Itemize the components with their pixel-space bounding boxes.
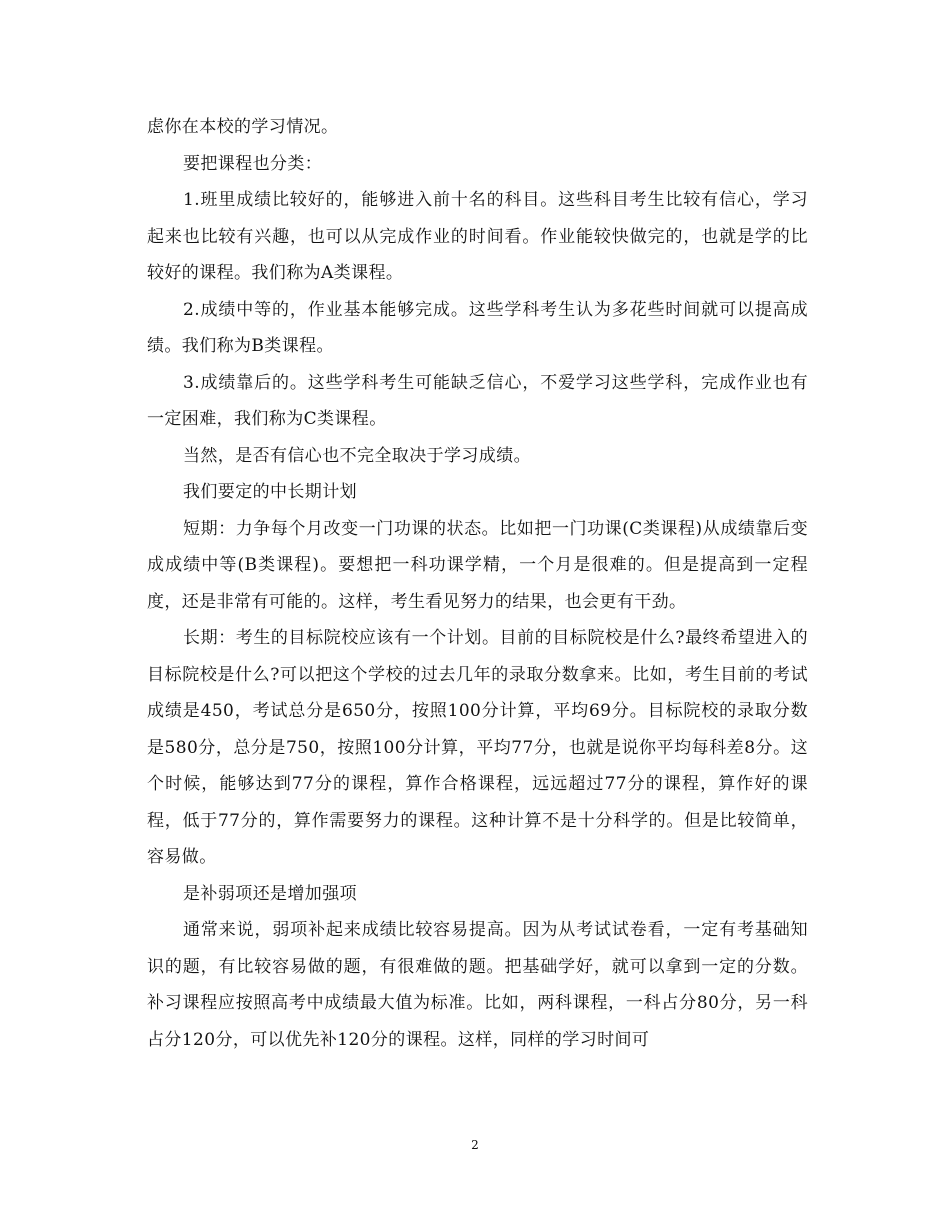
page-number: 2 — [471, 1138, 479, 1152]
paragraph: 短期：力争每个月改变一门功课的状态。比如把一门功课(C类课程)从成绩靠后变成成绩中等(B类课程)。要想把一科功课学精，一个月是很难的。但是提高到一定程度，还是非常有可能的。这样，考生看见努力的结果，也会更有干劲。 — [147, 518, 808, 612]
paragraph: 1.班里成绩比较好的，能够进入前十名的科目。这些科目考生比较有信心，学习起来也比较有兴趣，也可以从完成作业的时间看。作业能较快做完的，也就是学的比较好的课程。我们称为A类课程。 — [147, 190, 808, 283]
paragraph: 要把课程也分类： — [183, 153, 323, 174]
section-heading: 是补弱项还是增加强项 — [183, 883, 357, 904]
section-heading: 我们要定的中长期计划 — [183, 482, 357, 502]
paragraph: 当然，是否有信心也不完全取决于学习成绩。 — [183, 445, 531, 466]
paragraph: 虑你在本校的学习情况。 — [147, 117, 339, 137]
paragraph: 通常来说，弱项补起来成绩比较容易提高。因为从考试试卷看，一定有考基础知识的题，有比较容易做的题，有很难做的题。把基础学好，就可以拿到一定的分数。补习课程应按照高考中成绩最大值为标准。比如，两科课程，一科占分80分，另一科占分120分，可以优先补120分的课程。这样，同样的学习时间可 — [147, 920, 808, 1050]
paragraph: 3.成绩靠后的。这些学科考生可能缺乏信心，不爱学习这些学科，完成作业也有一定困难，我们称为C类课程。 — [147, 372, 808, 429]
paragraph: 2.成绩中等的，作业基本能够完成。这些学科考生认为多花些时间就可以提高成绩。我们称为B类课程。 — [147, 299, 808, 356]
paragraph: 长期：考生的目标院校应该有一个计划。目前的目标院校是什么?最终希望进入的目标院校是什么?可以把这个学校的过去几年的录取分数拿来。比如，考生目前的考试成绩是450，考试总分是650分，按照100分计算，平均69分。目标院校的录取分数是580分，总分是750，按照100分计算，平均77分，也就是说你平均每科差8分。这个时候，能够达到77分的课程，算作合格课程，远远超过77分的课程，算作好的课程，低于77分的，算作需要努力的课程。这种计算不是十分科学的。但是比较简单，容易做。 — [147, 628, 808, 867]
document-body — [147, 109, 808, 1058]
